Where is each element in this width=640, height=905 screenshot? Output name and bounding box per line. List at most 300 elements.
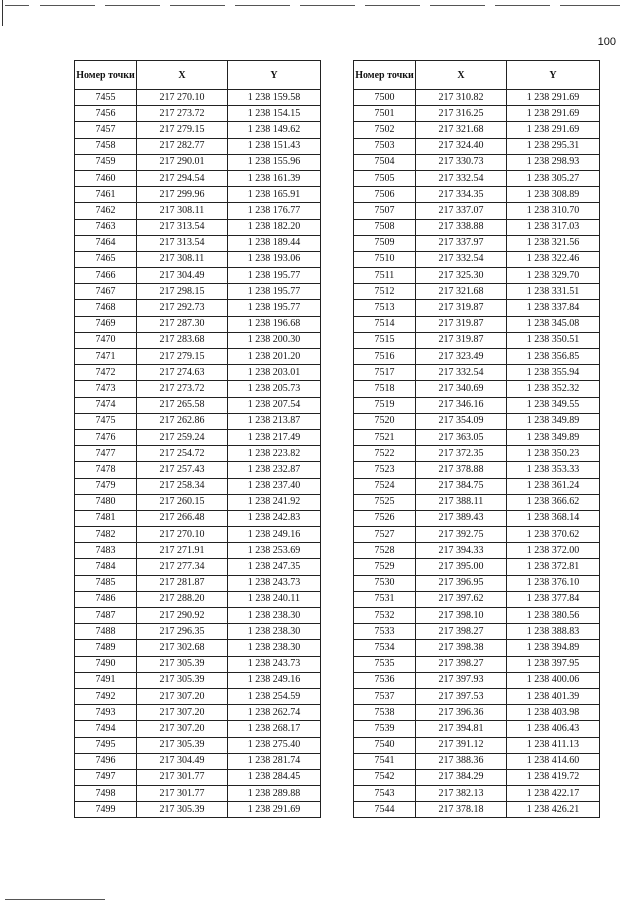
header-rule xyxy=(365,5,420,6)
y-coordinate-cell: 1 238 310.70 xyxy=(507,203,600,219)
y-coordinate-cell: 1 238 201.20 xyxy=(228,349,321,365)
x-coordinate-cell: 217 313.54 xyxy=(137,235,228,251)
point-number-cell: 7477 xyxy=(75,446,137,462)
y-coordinate-cell: 1 238 291.69 xyxy=(507,90,600,106)
table-row xyxy=(75,268,321,284)
table-header-row xyxy=(354,61,600,90)
x-coordinate-cell: 217 398.27 xyxy=(416,624,507,640)
table-header-row xyxy=(75,61,321,90)
y-coordinate-cell: 1 238 249.16 xyxy=(228,672,321,688)
x-coordinate-cell: 217 382.13 xyxy=(416,786,507,802)
point-number-cell: 7523 xyxy=(354,462,416,478)
x-coordinate-cell: 217 319.87 xyxy=(416,300,507,316)
point-number-cell: 7530 xyxy=(354,575,416,591)
point-number-cell: 7507 xyxy=(354,203,416,219)
x-coordinate-cell: 217 260.15 xyxy=(137,494,228,510)
x-coordinate-cell: 217 395.00 xyxy=(416,559,507,575)
table-row xyxy=(354,268,600,284)
point-number-cell: 7491 xyxy=(75,672,137,688)
point-number-cell: 7528 xyxy=(354,543,416,559)
y-coordinate-cell: 1 238 298.93 xyxy=(507,154,600,170)
x-coordinate-cell: 217 273.72 xyxy=(137,381,228,397)
point-number-cell: 7479 xyxy=(75,478,137,494)
point-number-cell: 7485 xyxy=(75,575,137,591)
point-number-cell: 7544 xyxy=(354,802,416,818)
y-coordinate-cell: 1 238 350.51 xyxy=(507,332,600,348)
point-number-cell: 7541 xyxy=(354,753,416,769)
y-coordinate-cell: 1 238 350.23 xyxy=(507,446,600,462)
y-coordinate-cell: 1 238 349.55 xyxy=(507,397,600,413)
header-y: Y xyxy=(507,61,600,90)
point-number-cell: 7484 xyxy=(75,559,137,575)
y-coordinate-cell: 1 238 195.77 xyxy=(228,268,321,284)
x-coordinate-cell: 217 384.75 xyxy=(416,478,507,494)
table-row xyxy=(75,786,321,802)
y-coordinate-cell: 1 238 397.95 xyxy=(507,656,600,672)
point-number-cell: 7539 xyxy=(354,721,416,737)
y-coordinate-cell: 1 238 422.17 xyxy=(507,786,600,802)
x-coordinate-cell: 217 277.34 xyxy=(137,559,228,575)
y-coordinate-cell: 1 238 426.21 xyxy=(507,802,600,818)
point-number-cell: 7488 xyxy=(75,624,137,640)
y-coordinate-cell: 1 238 253.69 xyxy=(228,543,321,559)
x-coordinate-cell: 217 334.35 xyxy=(416,187,507,203)
table-row xyxy=(354,203,600,219)
point-number-cell: 7524 xyxy=(354,478,416,494)
y-coordinate-cell: 1 238 322.46 xyxy=(507,251,600,267)
y-coordinate-cell: 1 238 243.73 xyxy=(228,575,321,591)
point-number-cell: 7504 xyxy=(354,154,416,170)
table-row xyxy=(75,559,321,575)
y-coordinate-cell: 1 238 291.69 xyxy=(507,106,600,122)
y-coordinate-cell: 1 238 289.88 xyxy=(228,786,321,802)
x-coordinate-cell: 217 308.11 xyxy=(137,203,228,219)
point-number-cell: 7522 xyxy=(354,446,416,462)
table-row xyxy=(354,688,600,704)
table-row xyxy=(75,510,321,526)
point-number-cell: 7533 xyxy=(354,624,416,640)
point-number-cell: 7520 xyxy=(354,413,416,429)
x-coordinate-cell: 217 398.38 xyxy=(416,640,507,656)
y-coordinate-cell: 1 238 151.43 xyxy=(228,138,321,154)
point-number-cell: 7476 xyxy=(75,429,137,445)
point-number-cell: 7525 xyxy=(354,494,416,510)
header-rule xyxy=(40,5,95,6)
header-rule xyxy=(495,5,550,6)
y-coordinate-cell: 1 238 195.77 xyxy=(228,300,321,316)
y-coordinate-cell: 1 238 353.33 xyxy=(507,462,600,478)
table-row xyxy=(75,349,321,365)
y-coordinate-cell: 1 238 366.62 xyxy=(507,494,600,510)
x-coordinate-cell: 217 290.01 xyxy=(137,154,228,170)
y-coordinate-cell: 1 238 305.27 xyxy=(507,170,600,186)
y-coordinate-cell: 1 238 388.83 xyxy=(507,624,600,640)
point-number-cell: 7521 xyxy=(354,429,416,445)
y-coordinate-cell: 1 238 196.68 xyxy=(228,316,321,332)
table-row xyxy=(75,446,321,462)
x-coordinate-cell: 217 259.24 xyxy=(137,429,228,445)
point-number-cell: 7487 xyxy=(75,608,137,624)
y-coordinate-cell: 1 238 249.16 xyxy=(228,527,321,543)
x-coordinate-cell: 217 282.77 xyxy=(137,138,228,154)
table-row xyxy=(75,365,321,381)
y-coordinate-cell: 1 238 377.84 xyxy=(507,591,600,607)
point-number-cell: 7498 xyxy=(75,786,137,802)
y-coordinate-cell: 1 238 361.24 xyxy=(507,478,600,494)
y-coordinate-cell: 1 238 247.35 xyxy=(228,559,321,575)
table-row xyxy=(75,672,321,688)
x-coordinate-cell: 217 332.54 xyxy=(416,251,507,267)
table-row xyxy=(75,705,321,721)
table-row xyxy=(354,365,600,381)
table-row xyxy=(75,251,321,267)
table-row xyxy=(354,786,600,802)
x-coordinate-cell: 217 258.34 xyxy=(137,478,228,494)
x-coordinate-cell: 217 304.49 xyxy=(137,753,228,769)
y-coordinate-cell: 1 238 284.45 xyxy=(228,769,321,785)
x-coordinate-cell: 217 262.86 xyxy=(137,413,228,429)
table-row xyxy=(354,721,600,737)
point-number-cell: 7519 xyxy=(354,397,416,413)
table-row xyxy=(75,608,321,624)
y-coordinate-cell: 1 238 321.56 xyxy=(507,235,600,251)
table-body-right xyxy=(354,90,600,818)
y-coordinate-cell: 1 238 419.72 xyxy=(507,769,600,785)
table-row xyxy=(75,154,321,170)
table-row xyxy=(354,413,600,429)
point-number-cell: 7467 xyxy=(75,284,137,300)
point-number-cell: 7501 xyxy=(354,106,416,122)
table-row xyxy=(75,769,321,785)
point-number-cell: 7510 xyxy=(354,251,416,267)
y-coordinate-cell: 1 238 376.10 xyxy=(507,575,600,591)
table-row xyxy=(354,429,600,445)
x-coordinate-cell: 217 397.53 xyxy=(416,688,507,704)
point-number-cell: 7502 xyxy=(354,122,416,138)
point-number-cell: 7543 xyxy=(354,786,416,802)
point-number-cell: 7535 xyxy=(354,656,416,672)
y-coordinate-cell: 1 238 411.13 xyxy=(507,737,600,753)
y-coordinate-cell: 1 238 213.87 xyxy=(228,413,321,429)
header-x: X xyxy=(137,61,228,90)
x-coordinate-cell: 217 324.40 xyxy=(416,138,507,154)
x-coordinate-cell: 217 281.87 xyxy=(137,575,228,591)
y-coordinate-cell: 1 238 193.06 xyxy=(228,251,321,267)
y-coordinate-cell: 1 238 203.01 xyxy=(228,365,321,381)
x-coordinate-cell: 217 378.18 xyxy=(416,802,507,818)
point-number-cell: 7473 xyxy=(75,381,137,397)
x-coordinate-cell: 217 257.43 xyxy=(137,462,228,478)
point-number-cell: 7492 xyxy=(75,688,137,704)
table-row xyxy=(75,688,321,704)
point-number-cell: 7513 xyxy=(354,300,416,316)
y-coordinate-cell: 1 238 238.30 xyxy=(228,608,321,624)
y-coordinate-cell: 1 238 291.69 xyxy=(507,122,600,138)
point-number-cell: 7542 xyxy=(354,769,416,785)
x-coordinate-cell: 217 270.10 xyxy=(137,527,228,543)
y-coordinate-cell: 1 238 240.11 xyxy=(228,591,321,607)
table-row xyxy=(354,559,600,575)
y-coordinate-cell: 1 238 262.74 xyxy=(228,705,321,721)
point-number-cell: 7471 xyxy=(75,349,137,365)
x-coordinate-cell: 217 313.54 xyxy=(137,219,228,235)
table-row xyxy=(354,284,600,300)
header-rule xyxy=(170,5,225,6)
x-coordinate-cell: 217 397.62 xyxy=(416,591,507,607)
point-number-cell: 7509 xyxy=(354,235,416,251)
table-row xyxy=(354,90,600,106)
table-row xyxy=(75,494,321,510)
y-coordinate-cell: 1 238 200.30 xyxy=(228,332,321,348)
table-row xyxy=(354,300,600,316)
point-number-cell: 7517 xyxy=(354,365,416,381)
y-coordinate-cell: 1 238 237.40 xyxy=(228,478,321,494)
table-row xyxy=(354,235,600,251)
x-coordinate-cell: 217 307.20 xyxy=(137,688,228,704)
table-row xyxy=(354,737,600,753)
table-row xyxy=(354,462,600,478)
table-row xyxy=(354,349,600,365)
x-coordinate-cell: 217 384.29 xyxy=(416,769,507,785)
y-coordinate-cell: 1 238 207.54 xyxy=(228,397,321,413)
point-number-cell: 7470 xyxy=(75,332,137,348)
x-coordinate-cell: 217 378.88 xyxy=(416,462,507,478)
y-coordinate-cell: 1 238 254.59 xyxy=(228,688,321,704)
x-coordinate-cell: 217 292.73 xyxy=(137,300,228,316)
table-row xyxy=(75,543,321,559)
point-number-cell: 7461 xyxy=(75,187,137,203)
x-coordinate-cell: 217 301.77 xyxy=(137,786,228,802)
table-row xyxy=(354,187,600,203)
x-coordinate-cell: 217 279.15 xyxy=(137,122,228,138)
point-number-cell: 7531 xyxy=(354,591,416,607)
x-coordinate-cell: 217 274.63 xyxy=(137,365,228,381)
header-rule xyxy=(235,5,290,6)
table-row xyxy=(75,591,321,607)
y-coordinate-cell: 1 238 154.15 xyxy=(228,106,321,122)
x-coordinate-cell: 217 298.15 xyxy=(137,284,228,300)
table-row xyxy=(354,251,600,267)
x-coordinate-cell: 217 294.54 xyxy=(137,170,228,186)
table-row xyxy=(75,478,321,494)
table-row xyxy=(354,478,600,494)
point-number-cell: 7527 xyxy=(354,527,416,543)
y-coordinate-cell: 1 238 243.73 xyxy=(228,656,321,672)
x-coordinate-cell: 217 323.49 xyxy=(416,349,507,365)
x-coordinate-cell: 217 396.95 xyxy=(416,575,507,591)
x-coordinate-cell: 217 338.88 xyxy=(416,219,507,235)
y-coordinate-cell: 1 238 337.84 xyxy=(507,300,600,316)
table-row xyxy=(354,316,600,332)
y-coordinate-cell: 1 238 182.20 xyxy=(228,219,321,235)
x-coordinate-cell: 217 388.11 xyxy=(416,494,507,510)
y-coordinate-cell: 1 238 331.51 xyxy=(507,284,600,300)
table-row xyxy=(354,494,600,510)
table-row xyxy=(75,462,321,478)
table-row xyxy=(75,802,321,818)
point-number-cell: 7455 xyxy=(75,90,137,106)
y-coordinate-cell: 1 238 205.73 xyxy=(228,381,321,397)
point-number-cell: 7462 xyxy=(75,203,137,219)
point-number-cell: 7481 xyxy=(75,510,137,526)
y-coordinate-cell: 1 238 295.31 xyxy=(507,138,600,154)
y-coordinate-cell: 1 238 352.32 xyxy=(507,381,600,397)
x-coordinate-cell: 217 254.72 xyxy=(137,446,228,462)
table-row xyxy=(354,608,600,624)
x-coordinate-cell: 217 319.87 xyxy=(416,316,507,332)
point-number-cell: 7495 xyxy=(75,737,137,753)
point-number-cell: 7474 xyxy=(75,397,137,413)
table-row xyxy=(354,705,600,721)
table-row xyxy=(354,527,600,543)
x-coordinate-cell: 217 305.39 xyxy=(137,672,228,688)
y-coordinate-cell: 1 238 370.62 xyxy=(507,527,600,543)
y-coordinate-cell: 1 238 238.30 xyxy=(228,640,321,656)
y-coordinate-cell: 1 238 394.89 xyxy=(507,640,600,656)
x-coordinate-cell: 217 332.54 xyxy=(416,365,507,381)
table-row xyxy=(354,543,600,559)
x-coordinate-cell: 217 398.10 xyxy=(416,608,507,624)
table-row xyxy=(354,332,600,348)
point-number-cell: 7490 xyxy=(75,656,137,672)
table-row xyxy=(75,413,321,429)
y-coordinate-cell: 1 238 355.94 xyxy=(507,365,600,381)
x-coordinate-cell: 217 305.39 xyxy=(137,737,228,753)
table-row xyxy=(75,721,321,737)
x-coordinate-cell: 217 330.73 xyxy=(416,154,507,170)
table-row xyxy=(75,575,321,591)
y-coordinate-cell: 1 238 232.87 xyxy=(228,462,321,478)
point-number-cell: 7526 xyxy=(354,510,416,526)
point-number-cell: 7465 xyxy=(75,251,137,267)
coordinates-table-right xyxy=(353,60,600,818)
point-number-cell: 7478 xyxy=(75,462,137,478)
point-number-cell: 7500 xyxy=(354,90,416,106)
point-number-cell: 7480 xyxy=(75,494,137,510)
point-number-cell: 7496 xyxy=(75,753,137,769)
x-coordinate-cell: 217 397.93 xyxy=(416,672,507,688)
x-coordinate-cell: 217 265.58 xyxy=(137,397,228,413)
table-row xyxy=(75,656,321,672)
point-number-cell: 7516 xyxy=(354,349,416,365)
y-coordinate-cell: 1 238 356.85 xyxy=(507,349,600,365)
header-rule xyxy=(300,5,355,6)
point-number-cell: 7515 xyxy=(354,332,416,348)
x-coordinate-cell: 217 296.35 xyxy=(137,624,228,640)
header-point-number: Номер точки xyxy=(75,61,137,90)
table-row xyxy=(354,672,600,688)
x-coordinate-cell: 217 398.27 xyxy=(416,656,507,672)
y-coordinate-cell: 1 238 275.40 xyxy=(228,737,321,753)
table-row xyxy=(354,656,600,672)
y-coordinate-cell: 1 238 149.62 xyxy=(228,122,321,138)
x-coordinate-cell: 217 340.69 xyxy=(416,381,507,397)
x-coordinate-cell: 217 389.43 xyxy=(416,510,507,526)
y-coordinate-cell: 1 238 372.00 xyxy=(507,543,600,559)
point-number-cell: 7497 xyxy=(75,769,137,785)
table-row xyxy=(75,219,321,235)
point-number-cell: 7457 xyxy=(75,122,137,138)
point-number-cell: 7508 xyxy=(354,219,416,235)
y-coordinate-cell: 1 238 176.77 xyxy=(228,203,321,219)
header-point-number: Номер точки xyxy=(354,61,416,90)
x-coordinate-cell: 217 394.33 xyxy=(416,543,507,559)
x-coordinate-cell: 217 266.48 xyxy=(137,510,228,526)
point-number-cell: 7506 xyxy=(354,187,416,203)
x-coordinate-cell: 217 396.36 xyxy=(416,705,507,721)
x-coordinate-cell: 217 287.30 xyxy=(137,316,228,332)
x-coordinate-cell: 217 321.68 xyxy=(416,122,507,138)
point-number-cell: 7532 xyxy=(354,608,416,624)
y-coordinate-cell: 1 238 281.74 xyxy=(228,753,321,769)
point-number-cell: 7505 xyxy=(354,170,416,186)
y-coordinate-cell: 1 238 242.83 xyxy=(228,510,321,526)
table-row xyxy=(75,753,321,769)
x-coordinate-cell: 217 363.05 xyxy=(416,429,507,445)
page-number: 100 xyxy=(597,36,616,48)
point-number-cell: 7468 xyxy=(75,300,137,316)
point-number-cell: 7538 xyxy=(354,705,416,721)
table-row xyxy=(75,527,321,543)
table-row xyxy=(354,381,600,397)
y-coordinate-cell: 1 238 217.49 xyxy=(228,429,321,445)
x-coordinate-cell: 217 304.49 xyxy=(137,268,228,284)
point-number-cell: 7514 xyxy=(354,316,416,332)
x-coordinate-cell: 217 308.11 xyxy=(137,251,228,267)
point-number-cell: 7512 xyxy=(354,284,416,300)
table-row xyxy=(354,154,600,170)
y-coordinate-cell: 1 238 268.17 xyxy=(228,721,321,737)
table-row xyxy=(354,106,600,122)
x-coordinate-cell: 217 305.39 xyxy=(137,656,228,672)
header-rule xyxy=(105,5,160,6)
table-row xyxy=(354,397,600,413)
table-row xyxy=(75,332,321,348)
point-number-cell: 7459 xyxy=(75,154,137,170)
table-row xyxy=(75,106,321,122)
y-coordinate-cell: 1 238 368.14 xyxy=(507,510,600,526)
y-coordinate-cell: 1 238 349.89 xyxy=(507,429,600,445)
y-coordinate-cell: 1 238 372.81 xyxy=(507,559,600,575)
y-coordinate-cell: 1 238 241.92 xyxy=(228,494,321,510)
y-coordinate-cell: 1 238 308.89 xyxy=(507,187,600,203)
table-row xyxy=(75,640,321,656)
x-coordinate-cell: 217 310.82 xyxy=(416,90,507,106)
y-coordinate-cell: 1 238 155.96 xyxy=(228,154,321,170)
table-row xyxy=(75,397,321,413)
y-coordinate-cell: 1 238 406.43 xyxy=(507,721,600,737)
point-number-cell: 7482 xyxy=(75,527,137,543)
x-coordinate-cell: 217 388.36 xyxy=(416,753,507,769)
x-coordinate-cell: 217 301.77 xyxy=(137,769,228,785)
point-number-cell: 7466 xyxy=(75,268,137,284)
point-number-cell: 7536 xyxy=(354,672,416,688)
point-number-cell: 7486 xyxy=(75,591,137,607)
y-coordinate-cell: 1 238 349.89 xyxy=(507,413,600,429)
point-number-cell: 7469 xyxy=(75,316,137,332)
table-row xyxy=(354,640,600,656)
footer-rule xyxy=(5,899,105,900)
x-coordinate-cell: 217 299.96 xyxy=(137,187,228,203)
y-coordinate-cell: 1 238 161.39 xyxy=(228,170,321,186)
table-row xyxy=(75,170,321,186)
x-coordinate-cell: 217 332.54 xyxy=(416,170,507,186)
header-rule xyxy=(5,5,29,6)
y-coordinate-cell: 1 238 403.98 xyxy=(507,705,600,721)
x-coordinate-cell: 217 394.81 xyxy=(416,721,507,737)
x-coordinate-cell: 217 316.25 xyxy=(416,106,507,122)
table-row xyxy=(75,316,321,332)
